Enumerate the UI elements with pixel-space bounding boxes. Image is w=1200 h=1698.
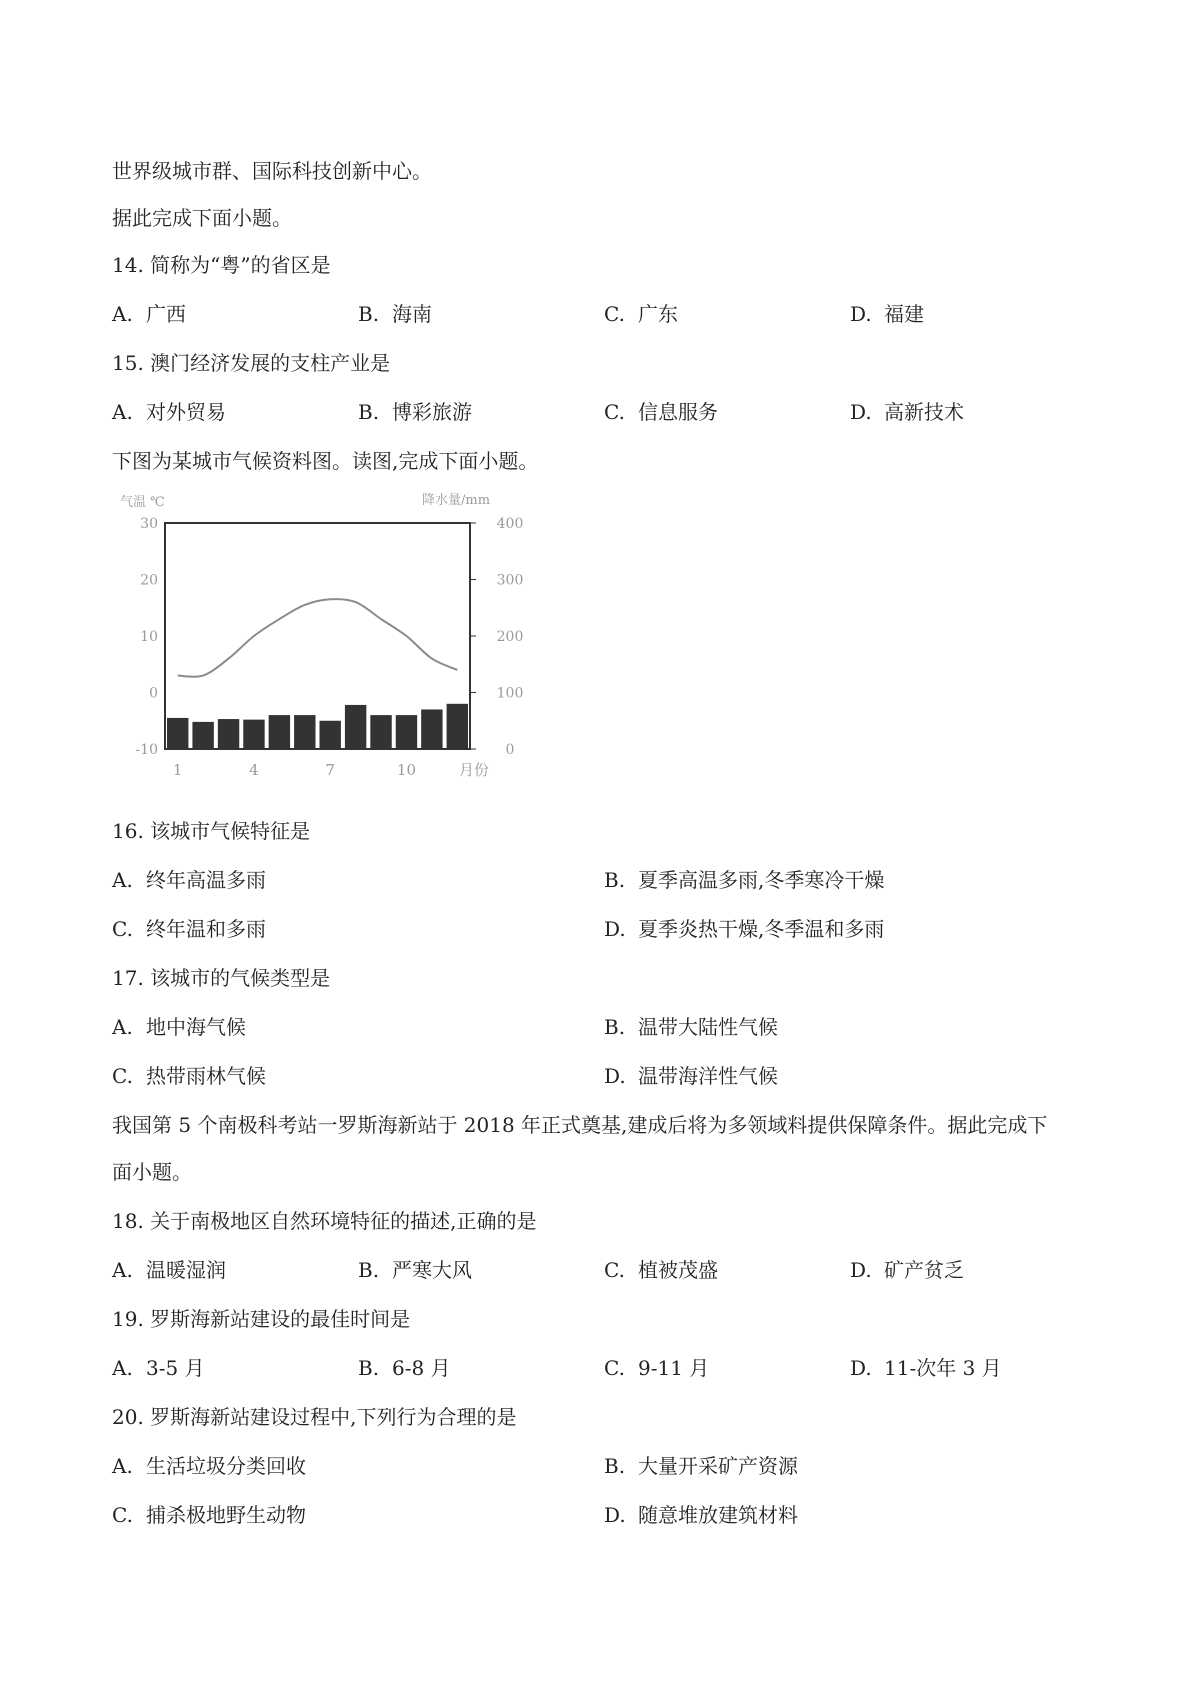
temp-tick-label: 20 [140,572,158,589]
option-letter: B. [604,1015,626,1039]
precip-bar [345,705,366,749]
option-text: 福建 [884,302,924,326]
option-letter: D. [604,917,626,941]
q20-option-d [604,1501,798,1529]
option-text: 11-次年 3 月 [884,1356,1002,1380]
option-text: 博彩旅游 [392,400,472,424]
precip-bar [243,720,264,749]
option-text: 夏季炎热干燥,冬季温和多雨 [638,917,885,941]
q20-option-a [112,1452,306,1480]
temp-tick-label: 0 [149,685,158,702]
chart-intro: 下图为某城市气候资料图。读图,完成下面小题。 [112,449,539,473]
option-text: 热带雨林气候 [146,1064,266,1088]
option-letter: D. [604,1064,626,1088]
q18-option-c [604,1256,718,1284]
q19-option-c [604,1354,709,1382]
q16-option-c [112,915,266,943]
option-letter: A. [112,868,133,892]
q15-option-d [850,398,964,426]
q17-option-b [604,1013,778,1041]
month-tick-label: 1 [172,761,183,778]
option-text: 捕杀极地野生动物 [146,1503,306,1527]
climate-chart [112,488,532,778]
q17-option-d [604,1062,778,1090]
option-text: 随意堆放建筑材料 [638,1503,798,1527]
x-axis-label: 月份 [458,761,490,778]
question-16-stem: 16. 该城市气候特征是 [112,819,311,843]
precip-axis-label: 降水量/mm [422,493,491,508]
precip-bar [218,719,239,749]
precip-tick-label: 400 [496,516,524,532]
option-letter: A. [112,1454,133,1478]
precip-tick-label: 0 [505,742,515,758]
temp-axis-label: 气温 ℃ [120,495,165,510]
option-text: 高新技术 [884,400,964,424]
temp-ticks [135,516,158,758]
option-letter: C. [112,917,133,941]
option-letter: C. [604,400,625,424]
q14-option-b [358,300,432,328]
temp-tick-label: -10 [135,742,158,758]
option-letter: D. [850,1356,872,1380]
option-letter: D. [850,400,872,424]
option-letter: C. [112,1503,133,1527]
option-letter: C. [604,1356,625,1380]
option-text: 广东 [638,302,678,326]
option-text: 6-8 月 [392,1356,451,1380]
option-letter: A. [112,302,133,326]
option-text: 9-11 月 [638,1356,710,1380]
option-letter: D. [604,1503,626,1527]
option-letter: C. [604,1258,625,1282]
q15-option-b [358,398,472,426]
option-text: 信息服务 [638,400,718,424]
q20-option-b [604,1452,798,1480]
q18-option-d [850,1256,964,1284]
option-text: 3-5 月 [146,1356,205,1380]
q18-option-b [358,1256,472,1284]
precip-bar [320,721,341,749]
precip-bar [421,709,442,749]
q18-option-a [112,1256,226,1284]
option-letter: A. [112,1015,133,1039]
question-15-stem: 15. 澳门经济发展的支柱产业是 [112,351,391,375]
precip-tick-label: 300 [496,572,524,589]
month-tick-label: 7 [325,761,335,778]
precip-bar [269,715,290,749]
precip-ticks [470,516,523,758]
option-letter: A. [112,1258,133,1282]
option-letter: A. [112,400,133,424]
option-text: 大量开采矿产资源 [638,1454,798,1478]
option-text: 广西 [146,302,186,326]
precip-bar [396,715,417,749]
option-letter: B. [358,1356,380,1380]
temp-tick-label: 10 [140,629,158,645]
q20-option-c [112,1501,306,1529]
precip-tick-label: 200 [496,629,524,645]
precip-bar [167,718,188,749]
option-text: 温暖湿润 [146,1258,226,1282]
q19-option-d [850,1354,1002,1382]
q19-option-b [358,1354,451,1382]
month-tick-label: 10 [396,761,417,778]
option-letter: B. [358,1258,380,1282]
option-letter: C. [112,1064,133,1088]
question-18-stem: 18. 关于南极地区自然环境特征的描述,正确的是 [112,1209,537,1233]
intro-line-2: 据此完成下面小题。 [112,206,292,230]
option-letter: B. [358,400,380,424]
q14-option-a [112,300,186,328]
q19-option-a [112,1354,205,1382]
option-letter: B. [358,302,380,326]
antarctic-intro-2: 面小题。 [112,1160,192,1184]
q14-option-c [604,300,678,328]
option-text: 对外贸易 [146,400,226,424]
q16-option-b [604,866,884,894]
month-tick-label: 4 [249,761,259,778]
option-letter: B. [604,1454,626,1478]
option-letter: B. [604,868,626,892]
option-text: 地中海气候 [146,1015,246,1039]
option-text: 温带大陆性气候 [638,1015,778,1039]
q15-option-a [112,398,226,426]
option-letter: D. [850,1258,872,1282]
option-text: 夏季高温多雨,冬季寒冷干燥 [638,868,885,892]
antarctic-intro-1: 我国第 5 个南极科考站一罗斯海新站于 2018 年正式奠基,建成后将为多领域料提供保障条件。据此完成下 [112,1113,1048,1137]
question-17-stem: 17. 该城市的气候类型是 [112,966,331,990]
intro-line-1: 世界级城市群、国际科技创新中心。 [112,159,432,183]
option-letter: D. [850,302,872,326]
option-text: 温带海洋性气候 [638,1064,778,1088]
question-19-stem: 19. 罗斯海新站建设的最佳时间是 [112,1307,411,1331]
option-letter: A. [112,1356,133,1380]
q15-option-c [604,398,718,426]
precip-tick-label: 100 [496,685,524,702]
q16-option-a [112,866,266,894]
x-ticks [173,761,489,778]
question-14-stem: 14. 简称为“粤”的省区是 [112,253,331,277]
q16-option-d [604,915,884,943]
precip-bar [294,715,315,749]
option-letter: C. [604,302,625,326]
question-20-stem: 20. 罗斯海新站建设过程中,下列行为合理的是 [112,1405,517,1429]
precip-bar [447,704,468,749]
option-text: 终年温和多雨 [146,917,266,941]
q14-option-d [850,300,924,328]
climate-chart-svg [112,488,532,778]
precip-bar [192,722,213,749]
q17-option-a [112,1013,246,1041]
precip-bars [167,704,468,749]
precip-bar [370,715,391,749]
option-text: 海南 [392,302,432,326]
option-text: 植被茂盛 [638,1258,718,1282]
option-text: 严寒大风 [392,1258,472,1282]
option-text: 终年高温多雨 [146,868,266,892]
temperature-line [178,599,458,677]
temp-tick-label: 30 [140,516,158,532]
option-text: 矿产贫乏 [884,1258,964,1282]
option-text: 生活垃圾分类回收 [146,1454,306,1478]
q17-option-c [112,1062,266,1090]
